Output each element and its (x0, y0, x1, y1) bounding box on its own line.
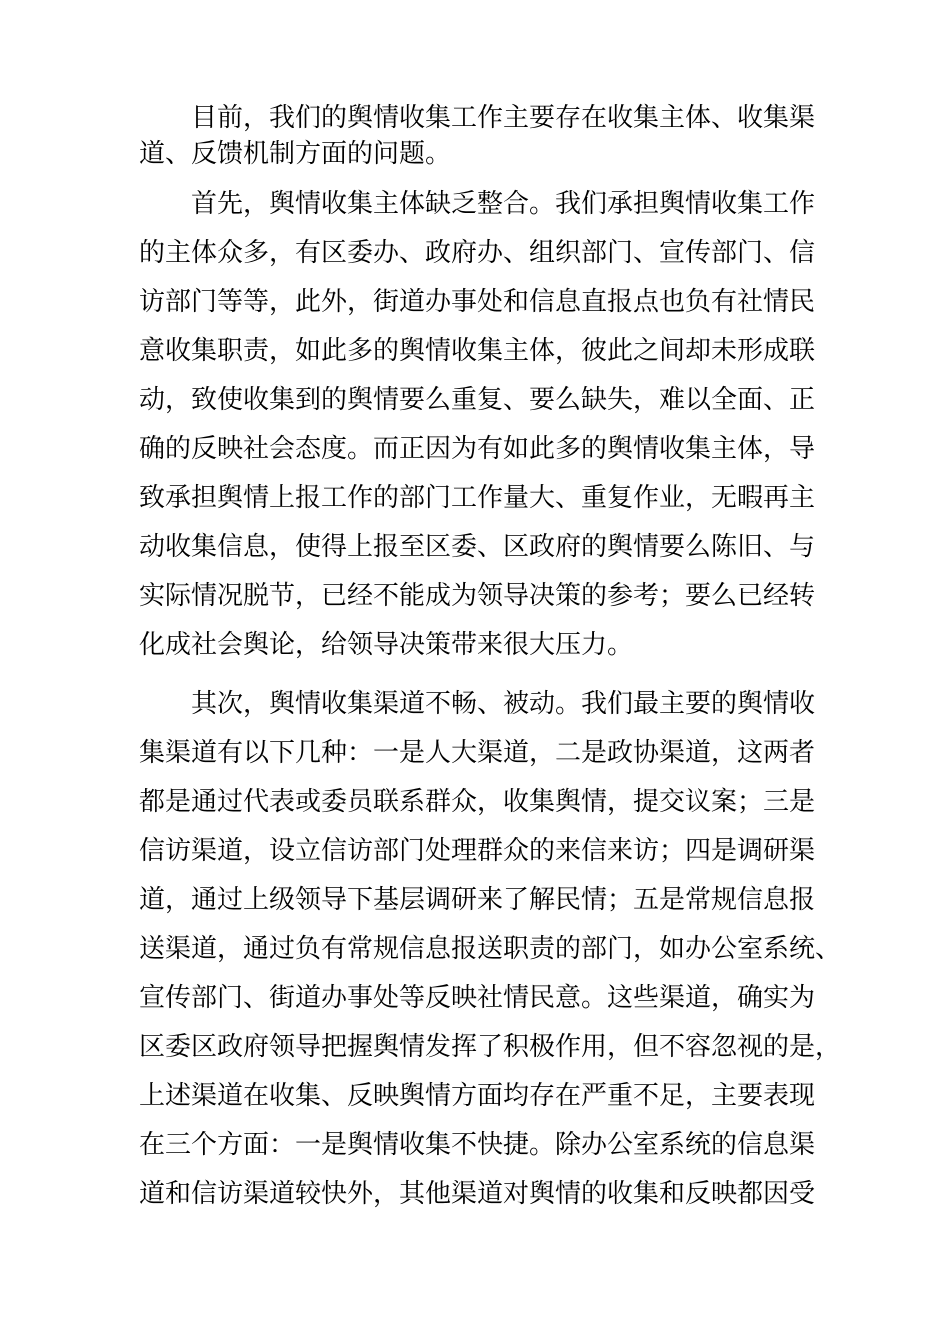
text-line: 道和信访渠道较快外，其他渠道对舆情的收集和反映都因受 (139, 1179, 816, 1209)
text-line: 的主体众多，有区委办、政府办、组织部门、宣传部门、信 (139, 238, 816, 268)
text-line: 都是通过代表或委员联系群众，收集舆情，提交议案；三是 (139, 787, 816, 817)
paragraph-2 (139, 180, 829, 670)
text-line: 首先，舆情收集主体缺乏整合。我们承担舆情收集工作 (139, 189, 816, 219)
text-line: 化成社会舆论，给领导决策带来很大压力。 (139, 630, 634, 660)
text-line: 确的反映社会态度。而正因为有如此多的舆情收集主体，导 (139, 434, 816, 464)
paragraph-1 (139, 100, 829, 172)
text-line: 信访渠道，设立信访部门处理群众的来信来访；四是调研渠 (139, 836, 816, 866)
document-body (139, 100, 842, 1219)
text-line: 送渠道，通过负有常规信息报送职责的部门，如办公室系统、 (139, 934, 842, 964)
text-line: 动收集信息，使得上报至区委、区政府的舆情要么陈旧、与 (139, 532, 816, 562)
text-line: 实际情况脱节，已经不能成为领导决策的参考；要么已经转 (139, 581, 816, 611)
text-line: 访部门等等，此外，街道办事处和信息直报点也负有社情民 (139, 287, 816, 317)
text-line: 区委区政府领导把握舆情发挥了积极作用，但不容忽视的是， (139, 1032, 842, 1062)
text-line: 动，致使收集到的舆情要么重复、要么缺失，难以全面、正 (139, 385, 816, 415)
paragraph-3 (139, 680, 842, 1219)
text-line: 宣传部门、街道办事处等反映社情民意。这些渠道，确实为 (139, 983, 816, 1013)
text-line: 集渠道有以下几种：一是人大渠道，二是政协渠道，这两者 (139, 738, 816, 768)
text-line: 致承担舆情上报工作的部门工作量大、重复作业，无暇再主 (139, 483, 816, 513)
text-line: 道、反馈机制方面的问题。 (139, 139, 452, 169)
text-line: 道，通过上级领导下基层调研来了解民情；五是常规信息报 (139, 885, 816, 915)
text-line: 其次，舆情收集渠道不畅、被动。我们最主要的舆情收 (139, 689, 816, 719)
text-line: 在三个方面：一是舆情收集不快捷。除办公室系统的信息渠 (139, 1130, 816, 1160)
text-line: 目前，我们的舆情收集工作主要存在收集主体、收集渠 (139, 103, 816, 133)
text-line: 意收集职责，如此多的舆情收集主体，彼此之间却未形成联 (139, 336, 816, 366)
text-line: 上述渠道在收集、反映舆情方面均存在严重不足，主要表现 (139, 1081, 816, 1111)
